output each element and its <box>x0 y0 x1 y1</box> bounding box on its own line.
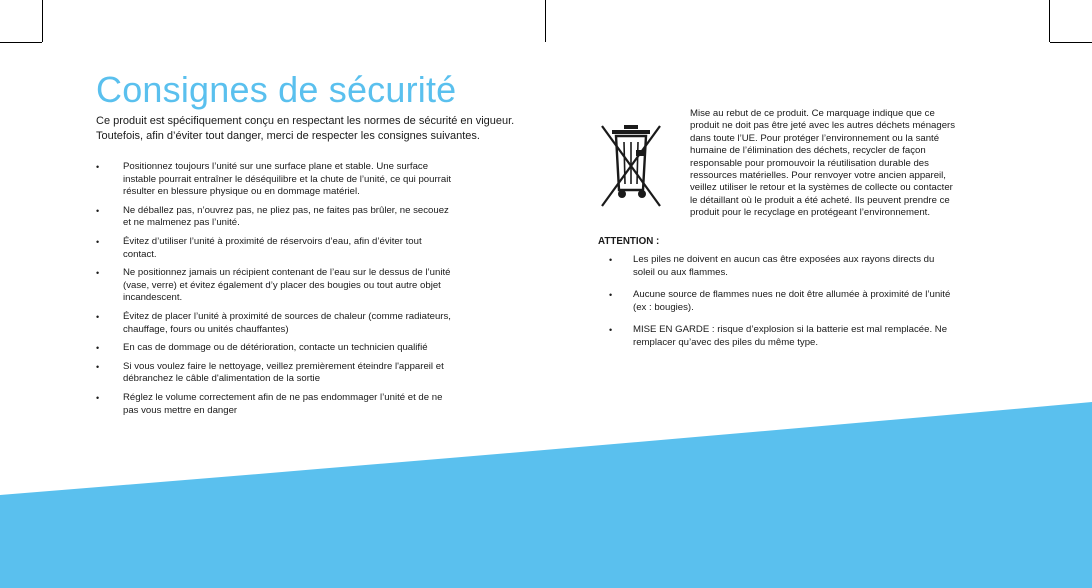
list-item: • MISE EN GARDE : risque d’explosion si la batterie est mal remplacée. Ne remplacer qu’avec des piles du même type. <box>598 324 953 349</box>
page-title: Consignes de sécurité <box>96 69 457 110</box>
attention-list <box>598 254 968 360</box>
list-item: • Évitez de placer l’unité à proximité de sources de chaleur (comme radiateurs, chauffage, fours ou unités chauffantes) <box>96 311 453 336</box>
list-item: • Si vous voulez faire le nettoyage, veillez premièrement éteindre l'appareil et débranchez le câble d'alimentation de la sortie <box>96 361 453 386</box>
disposal-text: Mise au rebut de ce produit. Ce marquage indique que ce produit ne doit pas être jeté avec les autres déchets ménagers dans toute l’UE. Pour protéger l’environnement ou la santé humaine de l’élimination des déchets, recycler de façon responsable pour promouvoir la réutilisation durable des ressources matérielles. Pour renvoyer votre ancien appareil, veillez utiliser le retour et la systèmes de collecte ou contacter le détaillant où le produit a été acheté. Ils peuvent prendre ce produit pour le recyclage en protégeant l’environnement. <box>690 108 956 219</box>
list-item: • Ne positionnez jamais un récipient contenant de l’eau sur le dessus de l’unité (vase, verre) et évitez également d’y placer des bougies ou tout autre objet incandescent. <box>96 267 453 305</box>
list-item: • En cas de dommage ou de détérioration, contacte un technicien qualifié <box>96 342 453 355</box>
list-item: • Les piles ne doivent en aucun cas être exposées aux rayons directs du soleil ou aux flammes. <box>598 254 953 279</box>
list-item: • Aucune source de flammes nues ne doit être allumée à proximité de l’unité (ex : bougies). <box>598 289 953 314</box>
list-item: • Positionnez toujours l’unité sur une surface plane et stable. Une surface instable pourrait entraîner le déséquilibre et la chute de l’unité, ce qui pourrait résulter en blessure physique ou en dommage matériel. <box>96 161 453 199</box>
intro <box>96 114 515 143</box>
list-item: • Réglez le volume correctement afin de ne pas endommager l’unité et de ne pas vous mettre en danger <box>96 392 453 417</box>
list-item: • Évitez d’utiliser l’unité à proximité de réservoirs d’eau, afin d’éviter tout contact. <box>96 236 453 261</box>
crossed-out-wheelie-bin-icon <box>598 120 664 210</box>
safety-list <box>96 161 496 417</box>
intro-line: Ce produit est spécifiquement conçu en respectant les normes de sécurité en vigueur. <box>96 115 515 127</box>
attention-heading: ATTENTION : <box>598 236 660 247</box>
intro-line: Toutefois, afin d’éviter tout danger, merci de respecter les consignes suivantes. <box>96 129 480 142</box>
list-item: • Ne déballez pas, n’ouvrez pas, ne pliez pas, ne faites pas brûler, ne secouez et ne malmenez pas l’unité. <box>96 205 453 230</box>
safety-section <box>96 69 515 423</box>
